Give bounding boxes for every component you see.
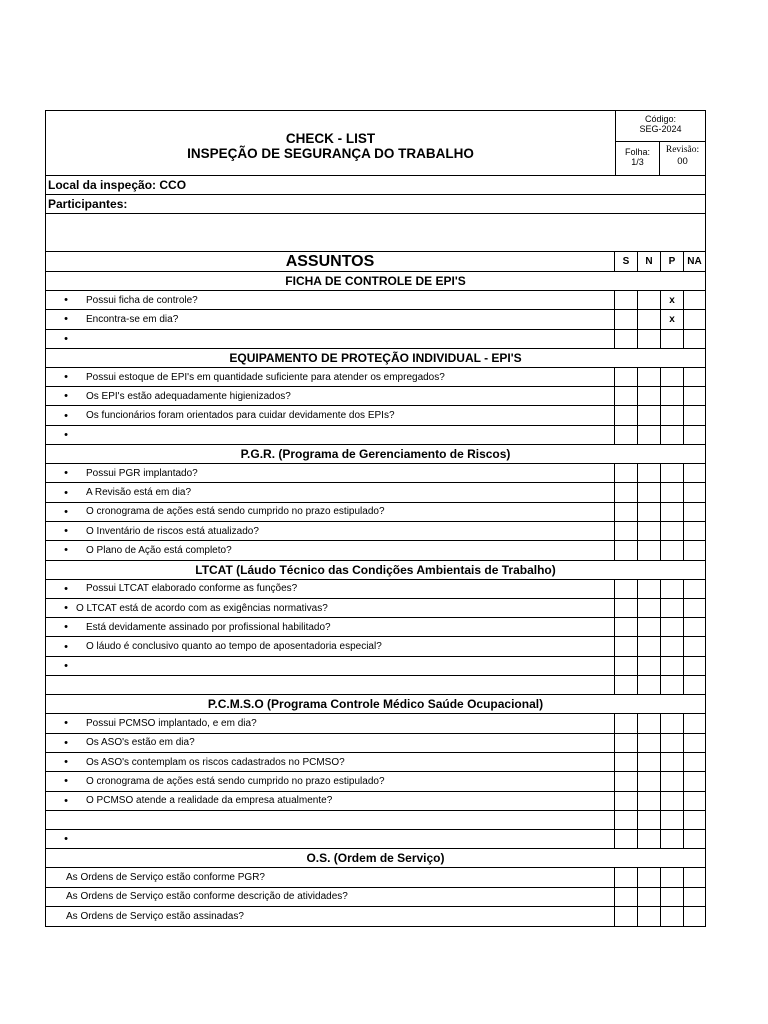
bullet: • bbox=[64, 505, 68, 518]
bullet: • bbox=[64, 602, 68, 614]
check-cell-na[interactable] bbox=[683, 734, 705, 752]
codigo-value: SEG-2024 bbox=[639, 124, 682, 134]
check-cell-p[interactable] bbox=[660, 714, 683, 732]
check-cell-s[interactable] bbox=[614, 657, 637, 675]
checklist-item bbox=[46, 580, 705, 599]
form-header bbox=[46, 111, 705, 176]
bullet: • bbox=[64, 775, 68, 788]
form-title bbox=[46, 111, 615, 175]
check-cell-na[interactable] bbox=[683, 772, 705, 790]
check-cell-s[interactable] bbox=[614, 888, 637, 906]
participantes-field[interactable] bbox=[46, 214, 705, 252]
check-cell-p[interactable] bbox=[660, 541, 683, 559]
check-cell-p[interactable] bbox=[660, 772, 683, 790]
check-cell-s[interactable] bbox=[614, 618, 637, 636]
check-cell-p[interactable] bbox=[660, 792, 683, 810]
checklist-item bbox=[46, 868, 705, 887]
item-text: O LTCAT está de acordo com as exigências normativas? bbox=[76, 602, 328, 614]
checklist-item bbox=[46, 811, 705, 830]
check-cell-na[interactable] bbox=[683, 426, 705, 444]
check-cell-n[interactable] bbox=[637, 637, 660, 655]
check-cell-n[interactable] bbox=[637, 753, 660, 771]
checklist-item bbox=[46, 522, 705, 541]
checklist-item bbox=[46, 426, 705, 445]
check-cell-na[interactable] bbox=[683, 522, 705, 540]
participantes-label: Participantes: bbox=[46, 195, 705, 214]
check-cell-na[interactable] bbox=[683, 291, 705, 309]
folha-value: 1/3 bbox=[631, 157, 644, 167]
revisao-label: Revisão: bbox=[665, 145, 700, 155]
check-cell-p[interactable] bbox=[660, 387, 683, 405]
check-cell-n[interactable] bbox=[637, 541, 660, 559]
bullet: • bbox=[64, 544, 68, 557]
folha-label: Folha: bbox=[624, 147, 650, 157]
checklist-item bbox=[46, 618, 705, 637]
item-text: Possui PGR implantado? bbox=[86, 467, 198, 479]
checklist-item bbox=[46, 483, 705, 502]
revisao-value: 00 bbox=[677, 156, 688, 167]
checklist-item bbox=[46, 406, 705, 425]
check-cell-s[interactable] bbox=[614, 753, 637, 771]
check-cell-s[interactable] bbox=[614, 426, 637, 444]
bullet: • bbox=[64, 525, 68, 538]
bullet: • bbox=[64, 621, 68, 634]
check-cell-na[interactable] bbox=[683, 503, 705, 521]
check-cell-s[interactable] bbox=[614, 330, 637, 348]
check-cell-n[interactable] bbox=[637, 907, 660, 926]
check-cell-s[interactable] bbox=[614, 541, 637, 559]
check-cell-s[interactable] bbox=[614, 387, 637, 405]
checklist-item bbox=[46, 714, 705, 733]
check-cell-p[interactable] bbox=[660, 406, 683, 424]
bullet: • bbox=[64, 467, 68, 480]
check-cell-s[interactable] bbox=[614, 734, 637, 752]
check-cell-n[interactable] bbox=[637, 830, 660, 848]
checklist-item bbox=[46, 637, 705, 656]
check-cell-n[interactable] bbox=[637, 676, 660, 694]
check-cell-p[interactable] bbox=[660, 657, 683, 675]
check-cell-s[interactable] bbox=[614, 811, 637, 829]
check-cell-n[interactable] bbox=[637, 368, 660, 386]
check-cell-n[interactable] bbox=[637, 503, 660, 521]
check-cell-na[interactable] bbox=[683, 580, 705, 598]
check-cell-na[interactable] bbox=[683, 406, 705, 424]
check-cell-na[interactable] bbox=[683, 714, 705, 732]
check-cell-na[interactable] bbox=[683, 310, 705, 328]
check-cell-p[interactable] bbox=[660, 330, 683, 348]
item-text: O Inventário de riscos está atualizado? bbox=[86, 525, 259, 537]
item-text: Os ASO's contemplam os riscos cadastrados no PCMSO? bbox=[86, 756, 345, 768]
checklist-item bbox=[46, 291, 705, 310]
check-cell-s[interactable] bbox=[614, 464, 637, 482]
check-cell-p[interactable] bbox=[660, 599, 683, 617]
check-cell-s[interactable] bbox=[614, 714, 637, 732]
bullet: • bbox=[64, 794, 68, 807]
item-text: A Revisão está em dia? bbox=[86, 487, 192, 499]
item-text: O cronograma de ações está sendo cumprido no prazo estipulado? bbox=[86, 775, 385, 787]
check-cell-p[interactable] bbox=[660, 676, 683, 694]
section-title: FICHA DE CONTROLE DE EPI'S bbox=[46, 272, 705, 291]
check-cell-na[interactable] bbox=[683, 464, 705, 482]
item-text: O láudo é conclusivo quanto ao tempo de aposentadoria especial? bbox=[86, 641, 382, 653]
bullet: • bbox=[64, 294, 68, 307]
check-cell-n[interactable] bbox=[637, 792, 660, 810]
checklist-item bbox=[46, 888, 705, 907]
check-cell-na[interactable] bbox=[683, 368, 705, 386]
item-text: Possui ficha de controle? bbox=[86, 294, 198, 306]
check-cell-na[interactable] bbox=[683, 541, 705, 559]
check-cell-na[interactable] bbox=[683, 676, 705, 694]
check-cell-n[interactable] bbox=[637, 618, 660, 636]
bullet: • bbox=[64, 640, 68, 653]
codigo-label: Código: bbox=[644, 114, 677, 124]
check-cell-p[interactable]: x bbox=[660, 310, 683, 328]
check-cell-p[interactable] bbox=[660, 868, 683, 886]
bullet: • bbox=[64, 717, 68, 730]
item-text: As Ordens de Serviço estão conforme PGR? bbox=[66, 872, 265, 884]
checklist-sheet bbox=[45, 110, 706, 927]
check-cell-n[interactable] bbox=[637, 888, 660, 906]
check-cell-n[interactable] bbox=[637, 330, 660, 348]
check-cell-na[interactable] bbox=[683, 811, 705, 829]
checklist-item bbox=[46, 907, 705, 926]
bullet: • bbox=[64, 313, 68, 326]
checklist-item bbox=[46, 599, 705, 618]
codigo-cell bbox=[616, 111, 705, 142]
item-text: Possui estoque de EPI's em quantidade suficiente para atender os empregados? bbox=[86, 371, 445, 383]
checklist-item bbox=[46, 387, 705, 406]
check-cell-p[interactable] bbox=[660, 888, 683, 906]
check-cell-p[interactable] bbox=[660, 637, 683, 655]
checklist-sections bbox=[46, 272, 705, 926]
item-text: Está devidamente assinado por profissional habilitado? bbox=[86, 621, 331, 633]
check-cell-n[interactable] bbox=[637, 310, 660, 328]
check-cell-na[interactable] bbox=[683, 753, 705, 771]
section-title: EQUIPAMENTO DE PROTEÇÃO INDIVIDUAL - EPI'S bbox=[46, 349, 705, 368]
bullet: • bbox=[64, 659, 68, 672]
bullet: • bbox=[64, 833, 68, 846]
checklist-item bbox=[46, 330, 705, 349]
check-cell-p[interactable] bbox=[660, 580, 683, 598]
check-cell-s[interactable] bbox=[614, 868, 637, 886]
check-cell-n[interactable] bbox=[637, 714, 660, 732]
check-cell-n[interactable] bbox=[637, 406, 660, 424]
check-cell-s[interactable] bbox=[614, 830, 637, 848]
col-p-header: P bbox=[660, 252, 683, 271]
check-cell-s[interactable] bbox=[614, 676, 637, 694]
check-cell-s[interactable] bbox=[614, 368, 637, 386]
item-text: As Ordens de Serviço estão assinadas? bbox=[66, 911, 244, 923]
check-cell-n[interactable] bbox=[637, 580, 660, 598]
checklist-item bbox=[46, 676, 705, 695]
bullet: • bbox=[64, 428, 68, 441]
check-cell-na[interactable] bbox=[683, 868, 705, 886]
item-text: Encontra-se em dia? bbox=[86, 313, 179, 325]
bullet: • bbox=[64, 409, 68, 422]
check-cell-p[interactable] bbox=[660, 426, 683, 444]
check-cell-na[interactable] bbox=[683, 830, 705, 848]
item-text: Os EPI's estão adequadamente higienizados? bbox=[86, 390, 291, 402]
col-s-header: S bbox=[614, 252, 637, 271]
checklist-item bbox=[46, 368, 705, 387]
check-cell-na[interactable] bbox=[683, 618, 705, 636]
checklist-item bbox=[46, 772, 705, 791]
check-cell-n[interactable] bbox=[637, 811, 660, 829]
check-cell-n[interactable] bbox=[637, 522, 660, 540]
section-title: P.G.R. (Programa de Gerenciamento de Riscos) bbox=[46, 445, 705, 464]
check-cell-n[interactable] bbox=[637, 464, 660, 482]
local-inspecao: Local da inspeção: CCO bbox=[46, 176, 705, 195]
check-cell-p[interactable] bbox=[660, 811, 683, 829]
check-cell-n[interactable] bbox=[637, 868, 660, 886]
item-text: Possui PCMSO implantado, e em dia? bbox=[86, 717, 257, 729]
check-cell-p[interactable] bbox=[660, 907, 683, 926]
revisao-cell bbox=[660, 142, 705, 175]
checklist-item bbox=[46, 503, 705, 522]
check-cell-p[interactable]: x bbox=[660, 291, 683, 309]
check-cell-n[interactable] bbox=[637, 426, 660, 444]
assuntos-title: ASSUNTOS bbox=[285, 253, 375, 270]
check-cell-s[interactable] bbox=[614, 599, 637, 617]
check-cell-n[interactable] bbox=[637, 657, 660, 675]
item-text: O cronograma de ações está sendo cumprido no prazo estipulado? bbox=[86, 506, 385, 518]
checklist-item bbox=[46, 830, 705, 849]
check-cell-p[interactable] bbox=[660, 830, 683, 848]
bullet: • bbox=[64, 756, 68, 769]
check-cell-s[interactable] bbox=[614, 580, 637, 598]
check-cell-s[interactable] bbox=[614, 907, 637, 926]
check-cell-na[interactable] bbox=[683, 657, 705, 675]
checklist-item bbox=[46, 657, 705, 676]
bullet: • bbox=[64, 371, 68, 384]
check-cell-p[interactable] bbox=[660, 753, 683, 771]
col-n-header: N bbox=[637, 252, 660, 271]
check-cell-s[interactable] bbox=[614, 637, 637, 655]
checklist-item bbox=[46, 753, 705, 772]
bullet: • bbox=[64, 332, 68, 345]
folha-cell bbox=[616, 142, 660, 175]
check-cell-n[interactable] bbox=[637, 599, 660, 617]
section-title: O.S. (Ordem de Serviço) bbox=[46, 849, 705, 868]
section-title: P.C.M.S.O (Programa Controle Médico Saúde Ocupacional) bbox=[46, 695, 705, 714]
bullet: • bbox=[64, 390, 68, 403]
bullet: • bbox=[64, 486, 68, 499]
item-text: Possui LTCAT elaborado conforme as funções? bbox=[86, 583, 298, 595]
check-cell-p[interactable] bbox=[660, 464, 683, 482]
title-line-2: INSPEÇÃO DE SEGURANÇA DO TRABALHO bbox=[187, 146, 474, 161]
check-cell-n[interactable] bbox=[637, 291, 660, 309]
check-cell-n[interactable] bbox=[637, 734, 660, 752]
section-title: LTCAT (Láudo Técnico das Condições Ambientais de Trabalho) bbox=[46, 561, 705, 580]
check-cell-na[interactable] bbox=[683, 483, 705, 501]
form-meta bbox=[615, 111, 705, 175]
check-cell-n[interactable] bbox=[637, 483, 660, 501]
check-cell-p[interactable] bbox=[660, 483, 683, 501]
check-cell-p[interactable] bbox=[660, 734, 683, 752]
check-cell-s[interactable] bbox=[614, 310, 637, 328]
check-cell-p[interactable] bbox=[660, 618, 683, 636]
title-line-1: CHECK - LIST bbox=[285, 131, 376, 146]
check-cell-n[interactable] bbox=[637, 387, 660, 405]
check-cell-s[interactable] bbox=[614, 522, 637, 540]
check-cell-na[interactable] bbox=[683, 792, 705, 810]
checklist-item bbox=[46, 541, 705, 560]
check-cell-na[interactable] bbox=[683, 888, 705, 906]
checklist-item bbox=[46, 310, 705, 329]
item-text: Os funcionários foram orientados para cuidar devidamente dos EPIs? bbox=[86, 410, 395, 422]
check-cell-s[interactable] bbox=[614, 406, 637, 424]
check-cell-na[interactable] bbox=[683, 330, 705, 348]
check-cell-s[interactable] bbox=[614, 503, 637, 521]
check-cell-na[interactable] bbox=[683, 599, 705, 617]
checklist-item bbox=[46, 734, 705, 753]
check-cell-s[interactable] bbox=[614, 483, 637, 501]
bullet: • bbox=[64, 736, 68, 749]
check-cell-na[interactable] bbox=[683, 907, 705, 926]
item-text: Os ASO's estão em dia? bbox=[86, 737, 195, 749]
item-text: O Plano de Ação está completo? bbox=[86, 544, 232, 556]
check-cell-p[interactable] bbox=[660, 503, 683, 521]
check-cell-na[interactable] bbox=[683, 387, 705, 405]
item-text: O PCMSO atende a realidade da empresa atualmente? bbox=[86, 795, 333, 807]
assuntos-header bbox=[46, 252, 705, 272]
check-cell-s[interactable] bbox=[614, 792, 637, 810]
checklist-item bbox=[46, 464, 705, 483]
check-cell-s[interactable] bbox=[614, 772, 637, 790]
check-cell-n[interactable] bbox=[637, 772, 660, 790]
check-cell-p[interactable] bbox=[660, 522, 683, 540]
check-cell-p[interactable] bbox=[660, 368, 683, 386]
bullet: • bbox=[64, 582, 68, 595]
check-cell-s[interactable] bbox=[614, 291, 637, 309]
check-cell-na[interactable] bbox=[683, 637, 705, 655]
checklist-item bbox=[46, 792, 705, 811]
item-text: As Ordens de Serviço estão conforme descrição de atividades? bbox=[66, 891, 348, 903]
col-na-header: NA bbox=[683, 252, 705, 271]
